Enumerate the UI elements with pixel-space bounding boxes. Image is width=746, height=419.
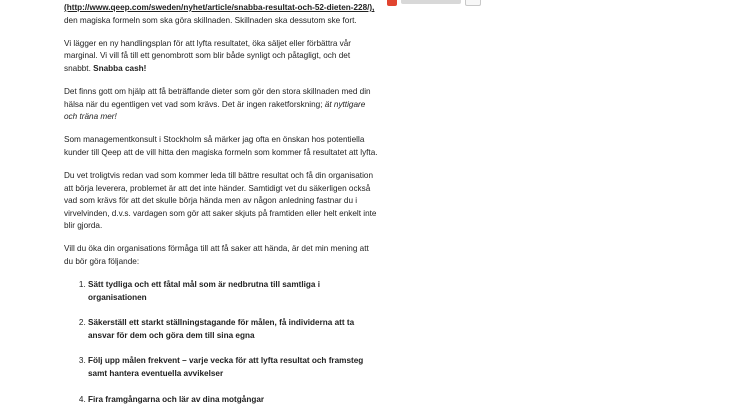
list-item: 2. Säkerställ ett starkt ställningstagande för målen, få individerna att ta ansvar för dem och göra dem till sina egna: [88, 317, 378, 342]
paragraph-3: [64, 86, 378, 124]
article-body: [64, 0, 378, 419]
list-item: 1. Sätt tydliga och ett fåtal mål som är nedbrutna till samtliga i organisationen: [88, 279, 378, 304]
paragraph-1-text: den magiska formeln som ska göra skillnaden. Skillnaden ska dessutom ske fort.: [64, 15, 357, 25]
paragraph-4: Som managementkonsult i Stockholm så märker jag ofta en önskan hos potentiella kunder till Qeep att de vill hitta den magiska formeln som kommer få resultatet att lyfta.: [64, 135, 378, 157]
paragraph-2-bold: Snabba cash!: [93, 63, 147, 73]
action-list: [64, 279, 378, 406]
paragraph-3-italic: ät nyttigare och träna mer!: [64, 99, 366, 122]
paragraph-2: [64, 38, 378, 76]
paragraph-5: Du vet troligtvis redan vad som kommer leda till bättre resultat och få din organisation att börja leverera, problemet är att det inte händer. Samtidigt vet du säkerligen också vad som krävs för att det skulle börja hända men av någon anledning fastnar du i virvelvinden, d.v.s. vardagen som gör att saker skjuts på framtiden eller helt enkelt inte blir gjorda.: [64, 170, 377, 231]
share-widget: [387, 0, 491, 6]
paragraph-3-text: Det finns gott om hjälp att få beträffande dieter som gör den stora skillnaden med din hälsa när du egentligen vet vad som krävs. Det är ingen raketforskning;: [64, 86, 371, 109]
share-bar: [401, 0, 461, 4]
list-item: 4. Fira framgångarna och lär av dina motgångar: [88, 394, 378, 407]
list-item: 3. Följ upp målen frekvent – varje vecka för att lyfta resultat och framsteg samt hantera eventuella avvikelser: [88, 355, 378, 380]
paragraph-1: [64, 2, 378, 27]
article-link[interactable]: (http://www.qeep.com/sweden/nyhet/article/snabba-resultat-och-52-dieten-228/),: [64, 3, 375, 12]
paragraph-2-text: Vi lägger en ny handlingsplan för att lyfta resultatet, öka säljet eller förbättra vår marginal. Vi vill få till ett genombrott som blir både synligt och påtagligt, och det snabbt.: [64, 38, 352, 73]
share-button[interactable]: [465, 0, 481, 6]
share-badge-icon[interactable]: [387, 0, 397, 6]
paragraph-6: Vill du öka din organisations förmåga till att få saker att hända, är det min mening att du bör göra följande:: [64, 244, 369, 266]
